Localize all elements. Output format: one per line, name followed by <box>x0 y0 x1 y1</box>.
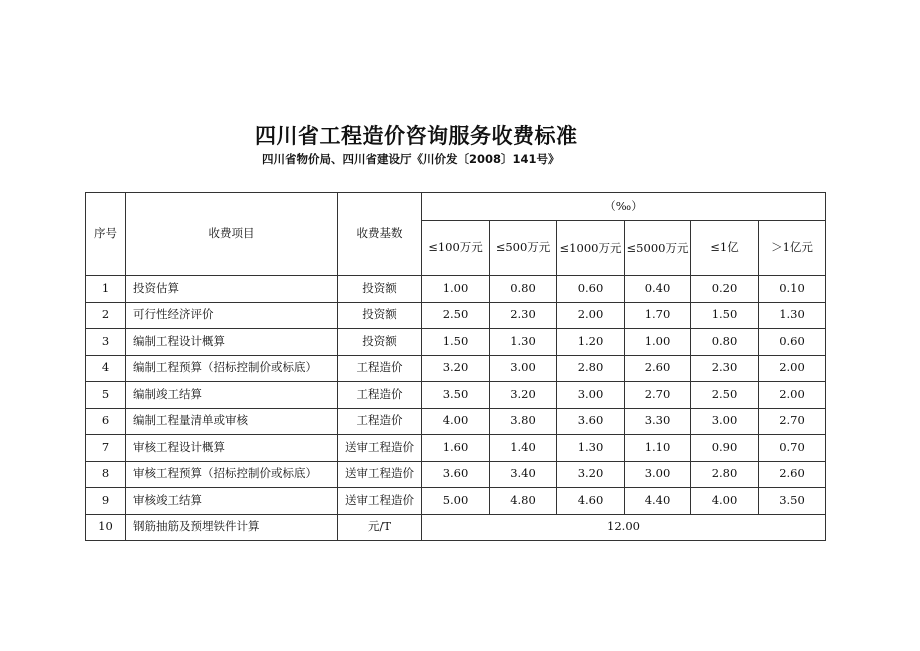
table-row <box>86 302 826 329</box>
header-seq: 序号 <box>86 193 126 276</box>
rate-cell: 3.00 <box>691 408 759 435</box>
rate-cell: 3.20 <box>557 461 625 488</box>
rate-cell: 2.50 <box>691 382 759 409</box>
rate-cell: 1.20 <box>557 329 625 356</box>
rate-cell: 4.40 <box>625 488 691 515</box>
table-row <box>86 461 826 488</box>
row-item: 编制工程预算（招标控制价或标底） <box>126 355 338 382</box>
rate-cell: 1.00 <box>422 276 490 303</box>
row-base: 投资额 <box>338 329 422 356</box>
rate-cell: 0.60 <box>759 329 826 356</box>
rate-cell: 3.50 <box>422 382 490 409</box>
row-number: 9 <box>86 488 126 515</box>
rate-cell: 3.00 <box>557 382 625 409</box>
row-base: 投资额 <box>338 302 422 329</box>
rate-cell: 1.50 <box>691 302 759 329</box>
row-base: 送审工程造价 <box>338 435 422 462</box>
rate-cell: 4.00 <box>422 408 490 435</box>
row-number: 5 <box>86 382 126 409</box>
rate-cell: 0.80 <box>691 329 759 356</box>
table-row <box>86 514 826 541</box>
fee-table <box>85 192 826 541</box>
row-item: 审核竣工结算 <box>126 488 338 515</box>
header-base: 收费基数 <box>338 193 422 276</box>
rate-cell: 3.40 <box>490 461 557 488</box>
row-base: 工程造价 <box>338 382 422 409</box>
row-number: 7 <box>86 435 126 462</box>
rate-cell: 1.70 <box>625 302 691 329</box>
rate-cell: 2.00 <box>759 355 826 382</box>
rate-cell: 0.40 <box>625 276 691 303</box>
rate-cell: 3.60 <box>422 461 490 488</box>
rate-cell: 4.80 <box>490 488 557 515</box>
table-row <box>86 382 826 409</box>
table-row <box>86 276 826 303</box>
rate-cell: 3.00 <box>490 355 557 382</box>
rate-cell: 3.50 <box>759 488 826 515</box>
row-number: 2 <box>86 302 126 329</box>
tier-header: ≤1亿 <box>691 221 759 276</box>
rate-cell: 1.30 <box>759 302 826 329</box>
rate-cell: 4.60 <box>557 488 625 515</box>
row-number: 4 <box>86 355 126 382</box>
rate-cell: 0.10 <box>759 276 826 303</box>
row-base: 工程造价 <box>338 355 422 382</box>
tier-header: ≤100万元 <box>422 221 490 276</box>
table-row <box>86 435 826 462</box>
rate-cell: 1.50 <box>422 329 490 356</box>
table-row <box>86 488 826 515</box>
header-rate-group: （‰） <box>422 193 826 221</box>
row-item: 编制工程设计概算 <box>126 329 338 356</box>
rate-cell: 1.30 <box>490 329 557 356</box>
row-value: 12.00 <box>422 514 826 541</box>
rate-cell: 2.80 <box>691 461 759 488</box>
rate-cell: 5.00 <box>422 488 490 515</box>
rate-cell: 3.30 <box>625 408 691 435</box>
rate-cell: 1.00 <box>625 329 691 356</box>
rate-cell: 1.30 <box>557 435 625 462</box>
row-item: 投资估算 <box>126 276 338 303</box>
header-item: 收费项目 <box>126 193 338 276</box>
rate-cell: 1.60 <box>422 435 490 462</box>
rate-cell: 2.70 <box>625 382 691 409</box>
rate-cell: 2.30 <box>691 355 759 382</box>
page-title: 四川省工程造价咨询服务收费标准 <box>255 124 578 148</box>
rate-cell: 0.80 <box>490 276 557 303</box>
row-base: 投资额 <box>338 276 422 303</box>
rate-cell: 2.80 <box>557 355 625 382</box>
row-item: 审核工程预算（招标控制价或标底） <box>126 461 338 488</box>
header-row <box>86 193 826 221</box>
table-row <box>86 329 826 356</box>
row-base: 元/T <box>338 514 422 541</box>
tier-header: ≤1000万元 <box>557 221 625 276</box>
table-row <box>86 355 826 382</box>
rate-cell: 3.20 <box>490 382 557 409</box>
table-body <box>86 276 826 515</box>
row-item: 可行性经济评价 <box>126 302 338 329</box>
row-number: 6 <box>86 408 126 435</box>
tier-header: ≤500万元 <box>490 221 557 276</box>
rate-cell: 2.60 <box>625 355 691 382</box>
rate-cell: 3.20 <box>422 355 490 382</box>
row-item: 编制竣工结算 <box>126 382 338 409</box>
rate-cell: 0.90 <box>691 435 759 462</box>
row-number: 3 <box>86 329 126 356</box>
rate-cell: 1.40 <box>490 435 557 462</box>
rate-cell: 2.00 <box>557 302 625 329</box>
rate-cell: 0.70 <box>759 435 826 462</box>
rate-cell: 2.50 <box>422 302 490 329</box>
rate-cell: 3.00 <box>625 461 691 488</box>
tier-header: ＞1亿元 <box>759 221 826 276</box>
rate-cell: 2.70 <box>759 408 826 435</box>
row-item: 钢筋抽筋及预埋铁件计算 <box>126 514 338 541</box>
tier-header: ≤5000万元 <box>625 221 691 276</box>
row-base: 送审工程造价 <box>338 461 422 488</box>
rate-cell: 3.60 <box>557 408 625 435</box>
row-base: 工程造价 <box>338 408 422 435</box>
rate-cell: 4.00 <box>691 488 759 515</box>
rate-cell: 2.60 <box>759 461 826 488</box>
rate-cell: 2.00 <box>759 382 826 409</box>
rate-cell: 0.60 <box>557 276 625 303</box>
rate-cell: 3.80 <box>490 408 557 435</box>
page-subtitle: 四川省物价局、四川省建设厅《川价发〔2008〕141号》 <box>262 152 560 166</box>
row-number: 10 <box>86 514 126 541</box>
rate-cell: 2.30 <box>490 302 557 329</box>
row-number: 8 <box>86 461 126 488</box>
row-item: 审核工程设计概算 <box>126 435 338 462</box>
table-row <box>86 408 826 435</box>
rate-cell: 1.10 <box>625 435 691 462</box>
rate-cell: 0.20 <box>691 276 759 303</box>
row-item: 编制工程量清单或审核 <box>126 408 338 435</box>
row-base: 送审工程造价 <box>338 488 422 515</box>
row-number: 1 <box>86 276 126 303</box>
